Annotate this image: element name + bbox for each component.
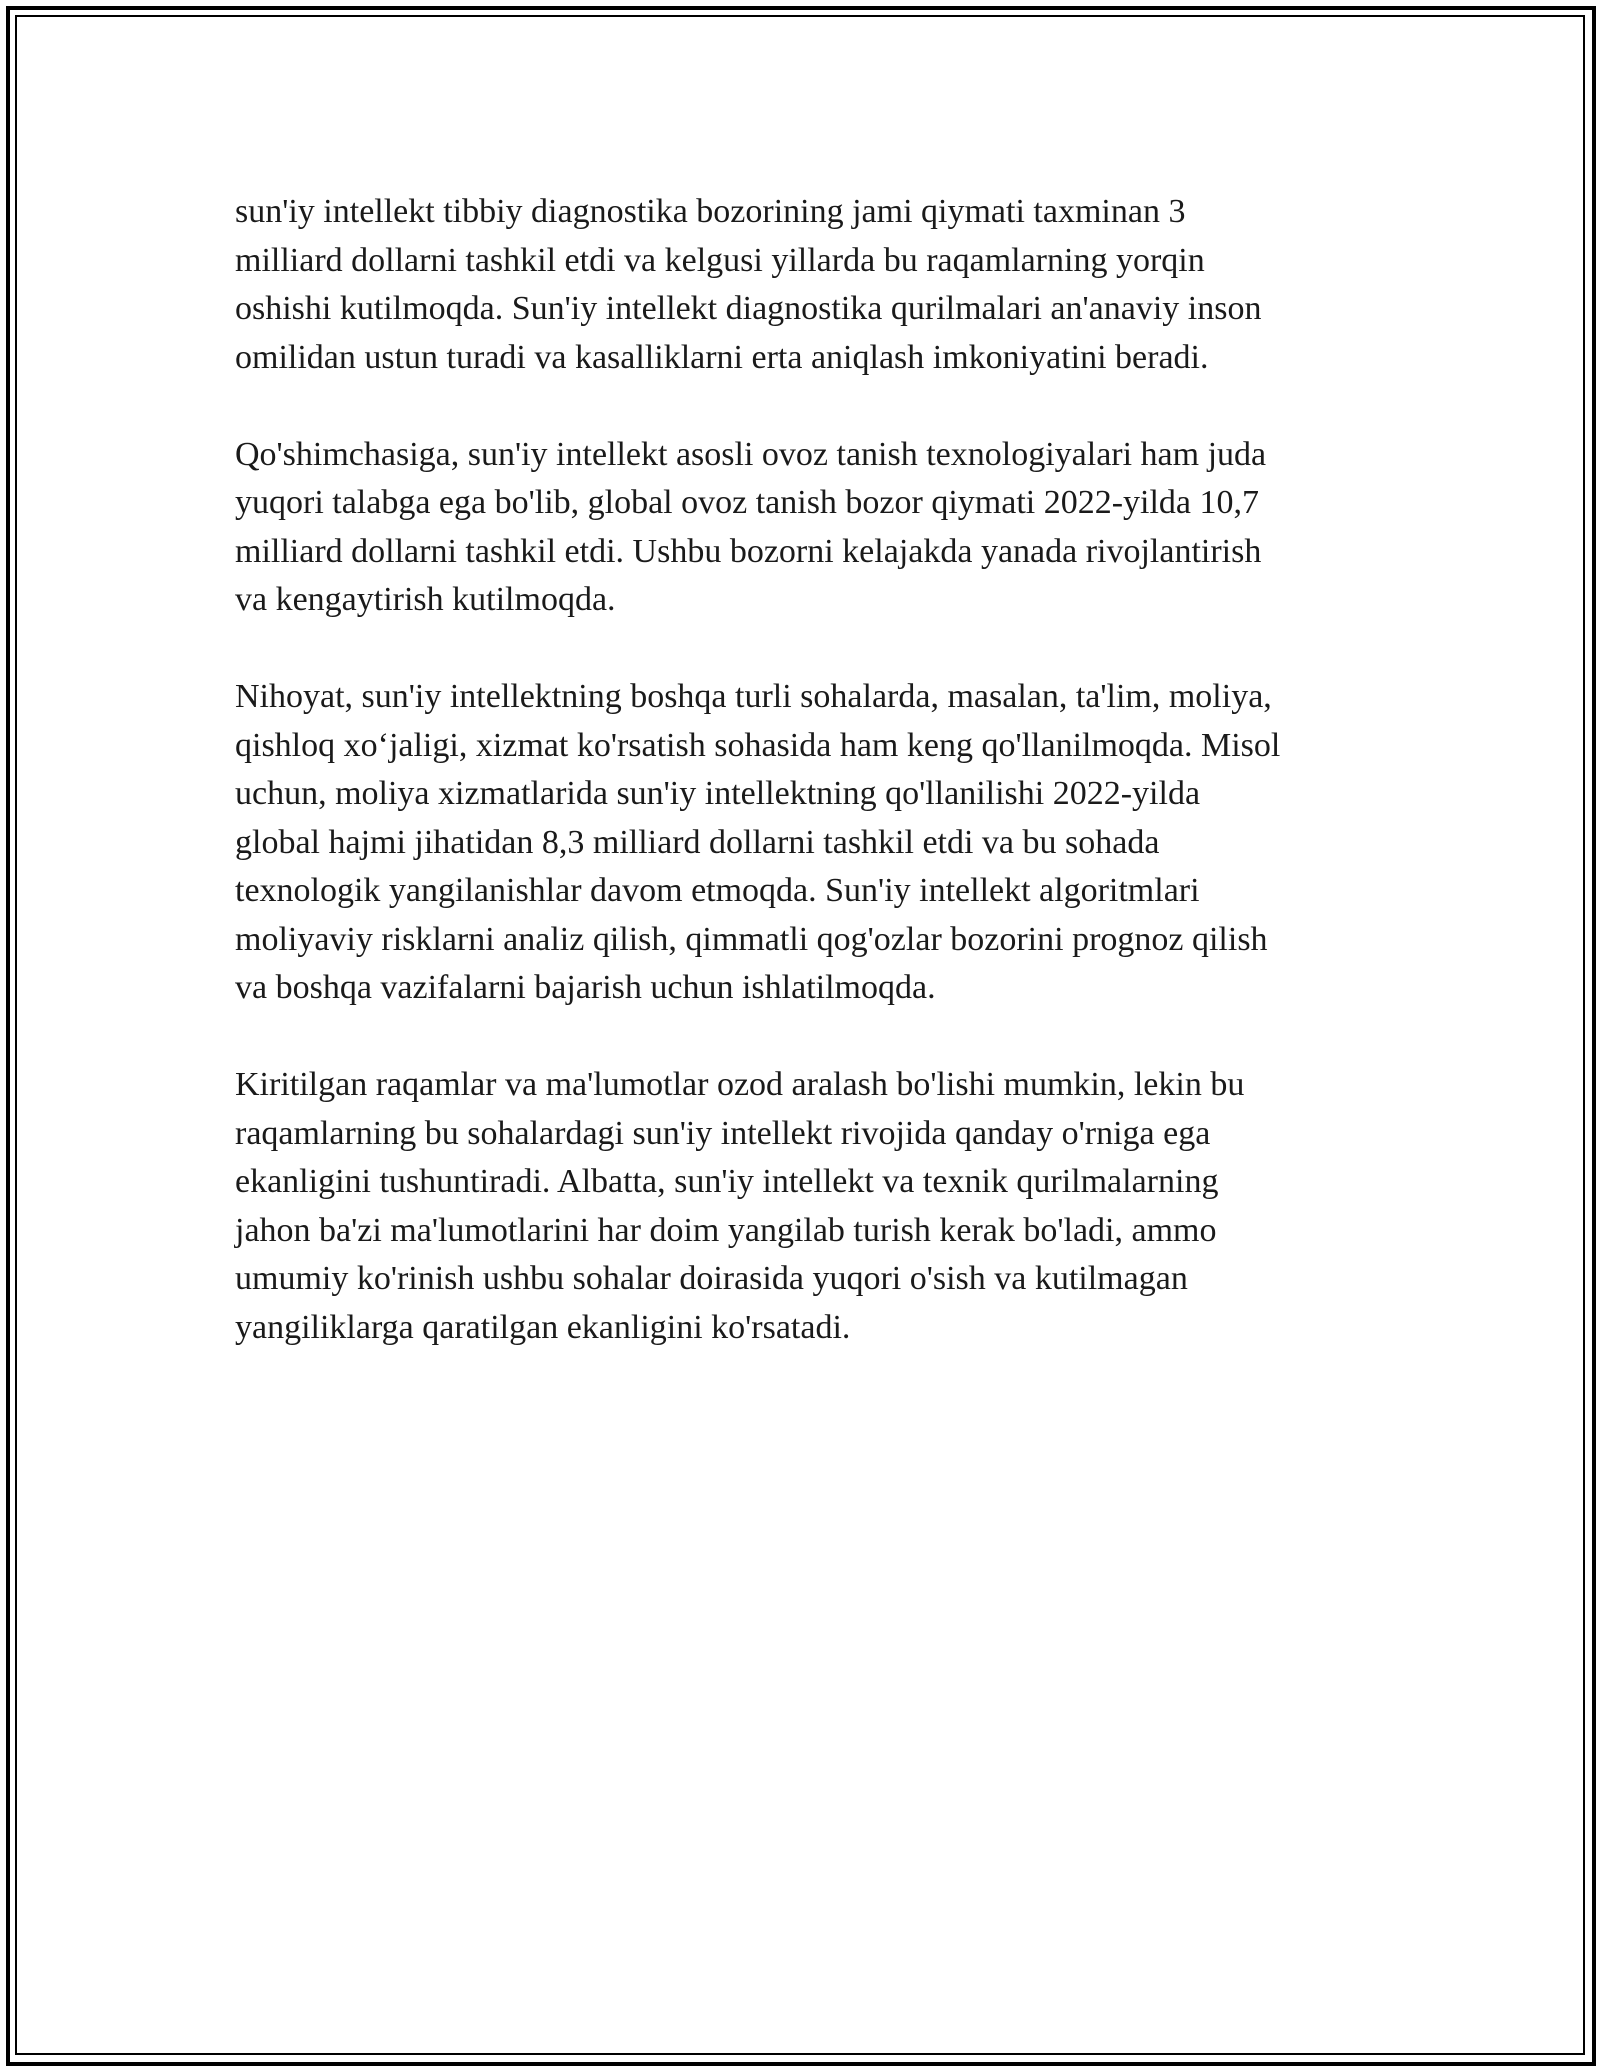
text-line: texnologik yangilanishlar davom etmoqda. Sun'iy intellekt algoritmlari bbox=[235, 872, 1200, 909]
paragraph-voice-recognition bbox=[235, 431, 1385, 625]
text-line: yuqori talabga ega bo'lib, global ovoz tanish bozor qiymati 2022-yilda 10,7 bbox=[235, 484, 1260, 521]
text-line: qishloq xo‘jaligi, xizmat ko'rsatish sohasida ham keng qo'llanilmoqda. Misol bbox=[235, 726, 1281, 764]
text-line: omilidan ustun turadi va kasalliklarni erta aniqlash imkoniyatini beradi. bbox=[235, 338, 1209, 376]
text-line: Kiritilgan raqamlar va ma'lumotlar ozod aralash bo'lishi mumkin, lekin bu bbox=[235, 1066, 1245, 1103]
text-line: global hajmi jihatidan 8,3 milliard dollarni tashkil etdi va bu sohada bbox=[235, 823, 1160, 861]
text-line: Qo'shimchasiga, sun'iy intellekt asosli ovoz tanish texnologiyalari ham juda bbox=[235, 435, 1267, 473]
text-line: jahon ba'zi ma'lumotlarini har doim yangilab turish kerak bo'ladi, ammo bbox=[235, 1211, 1217, 1249]
text-line: milliard dollarni tashkil etdi. Ushbu bozorni kelajakda yanada rivojlantirish bbox=[235, 532, 1262, 570]
paragraph-other-sectors bbox=[235, 673, 1385, 1013]
text-line: yangiliklarga qaratilgan ekanligini ko'rsatadi. bbox=[235, 1308, 851, 1346]
text-line: umumiy ko'rinish ushbu sohalar doirasida yuqori o'sish va kutilmagan bbox=[235, 1260, 1188, 1297]
text-line: va kengaytirish kutilmoqda. bbox=[235, 581, 616, 618]
text-line: milliard dollarni tashkil etdi va kelgusi yillarda bu raqamlarning yorqin bbox=[235, 241, 1205, 279]
text-line: sun'iy intellekt tibbiy diagnostika bozorining jami qiymati taxminan 3 bbox=[235, 193, 1186, 230]
paragraph-conclusion bbox=[235, 1061, 1385, 1352]
text-line: va boshqa vazifalarni bajarish uchun ishlatilmoqda. bbox=[235, 969, 936, 1006]
text-line: moliyaviy risklarni analiz qilish, qimmatli qog'ozlar bozorini prognoz qilish bbox=[235, 920, 1268, 958]
text-line: oshishi kutilmoqda. Sun'iy intellekt diagnostika qurilmalari an'anaviy inson bbox=[235, 290, 1262, 327]
paragraph-ai-diagnostics bbox=[235, 188, 1385, 382]
text-line: Nihoyat, sun'iy intellektning boshqa turli sohalarda, masalan, ta'lim, moliya, bbox=[235, 678, 1272, 715]
text-line: raqamlarning bu sohalardagi sun'iy intellekt rivojida qanday o'rniga ega bbox=[235, 1114, 1211, 1152]
text-line: ekanligini tushuntiradi. Albatta, sun'iy intellekt va texnik qurilmalarning bbox=[235, 1163, 1219, 1200]
text-line: uchun, moliya xizmatlarida sun'iy intellektning qo'llanilishi 2022-yilda bbox=[235, 775, 1201, 812]
document-body bbox=[235, 188, 1385, 1401]
